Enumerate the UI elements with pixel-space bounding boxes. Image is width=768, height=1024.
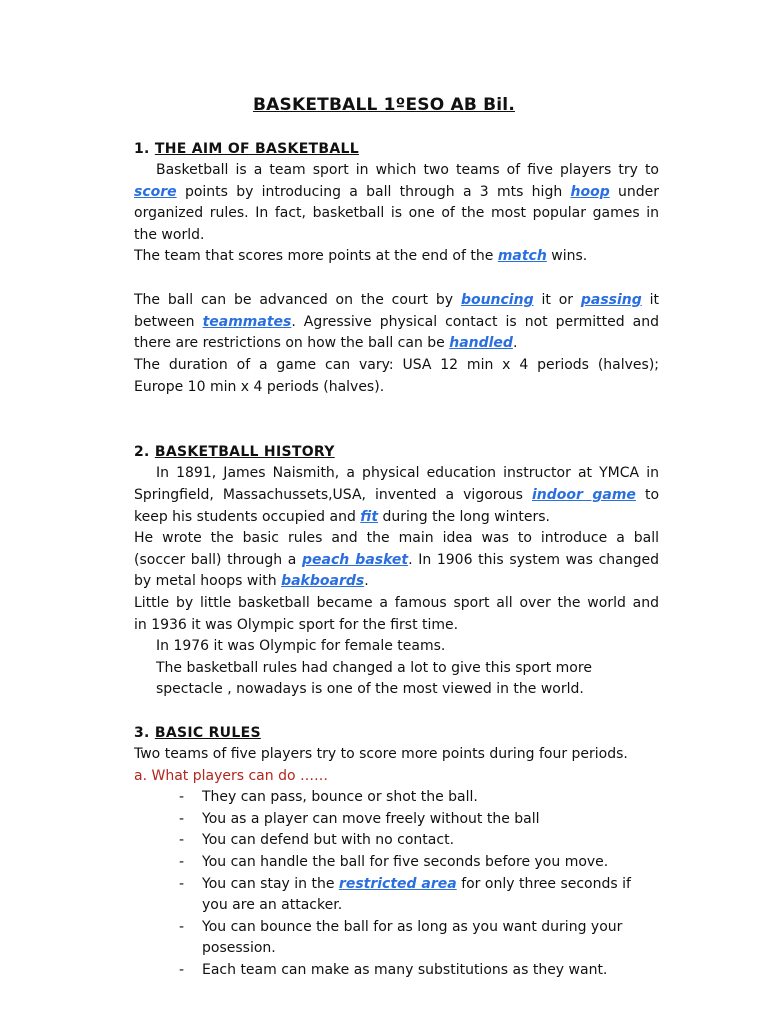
s2-line-6	[134, 571, 369, 592]
s2-line-8: in 1936 it was Olympic sport for the first time.	[134, 617, 459, 633]
s2-line-5	[134, 550, 659, 571]
s2-line-7: Little by little basketball became a famous sport all over the world and	[134, 595, 659, 611]
s1-line-2-text-a: points by introducing a ball through a 3 mts high	[184, 184, 563, 200]
bullet-dash: -	[179, 854, 185, 870]
section-1-heading	[134, 141, 359, 157]
bullet-dash: -	[179, 832, 185, 848]
s1-line-2-text-b: under	[618, 184, 660, 200]
s1-p2-line-3-text-a: there are restrictions on how the ball can be	[134, 335, 445, 351]
s1-p2-line-1-text-c: it	[649, 292, 660, 308]
rule-item-6: You can bounce the ball for as long as you want during your	[202, 919, 623, 935]
s2-line-6-text-a: by metal hoops with	[134, 573, 277, 589]
bullet-dash: -	[179, 811, 185, 827]
s1-p2-line-1	[134, 290, 659, 311]
s1-p2-line-3-text-b: .	[512, 335, 518, 351]
rule-item-5-text-a: You can stay in the	[202, 876, 335, 892]
s1-p2-line-1-text-b: it or	[541, 292, 574, 308]
s1-line-5	[134, 246, 587, 267]
section-3-title: BASIC RULES	[154, 725, 261, 741]
rule-item-7: Each team can make as many substitutions as they want.	[202, 962, 608, 978]
keyword-peach-basket[interactable]: peach basket	[302, 552, 409, 568]
s2-line-10: The basketball rules had changed a lot to give this sport more	[156, 660, 592, 676]
s1-line-4: the world.	[134, 227, 205, 243]
rule-item-5-text-b: for only three seconds if	[461, 876, 631, 892]
s1-p2-line-3	[134, 333, 517, 354]
s2-line-3	[134, 507, 550, 528]
section-3-heading	[134, 725, 261, 741]
s1-line-1: Basketball is a team sport in which two teams of five players try to	[156, 162, 659, 178]
s1-p2-line-2-text-a: between	[134, 314, 195, 330]
s3-intro: Two teams of five players try to score more points during four periods.	[134, 746, 628, 762]
rule-item-1: They can pass, bounce or shot the ball.	[202, 789, 478, 805]
rule-item-4: You can handle the ball for five seconds before you move.	[202, 854, 609, 870]
section-2-number: 2.	[134, 444, 150, 460]
s2-line-6-text-b: .	[364, 573, 369, 589]
s2-line-5-text-b: . In 1906 this system was changed	[408, 552, 659, 568]
keyword-passing[interactable]: passing	[580, 292, 642, 308]
s1-p2-line-4: The duration of a game can vary: USA 12 min x 4 periods (halves);	[134, 357, 659, 373]
s1-line-5-text-a: The team that scores more points at the end of the	[134, 248, 494, 264]
page-title: BASKETBALL 1ºESO AB Bil.	[253, 95, 515, 115]
section-2-heading	[134, 444, 335, 460]
s1-line-5-text-b: wins.	[551, 248, 588, 264]
s1-p2-line-5: Europe 10 min x 4 periods (halves).	[134, 379, 385, 395]
bullet-dash: -	[179, 789, 185, 805]
keyword-hoop[interactable]: hoop	[570, 184, 610, 200]
keyword-bouncing[interactable]: bouncing	[460, 292, 534, 308]
s1-p2-line-1-text-a: The ball can be advanced on the court by	[134, 292, 454, 308]
s2-line-2-text-b: to	[644, 487, 660, 503]
rule-item-2: You as a player can move freely without the ball	[202, 811, 540, 827]
rule-item-3: You can defend but with no contact.	[202, 832, 455, 848]
rule-item-5	[202, 874, 631, 895]
s2-line-5-text-a: (soccer ball) through a	[134, 552, 297, 568]
bullet-dash: -	[179, 919, 185, 935]
keyword-match[interactable]: match	[497, 248, 547, 264]
rule-item-5-continued: you are an attacker.	[202, 897, 343, 913]
s2-line-2-text-a: Springfield, Massachussets,USA, invented a vigorous	[134, 487, 523, 503]
s1-p2-line-2-text-b: . Agressive physical contact is not permitted and	[291, 314, 659, 330]
rule-item-6-continued: posession.	[202, 940, 276, 956]
section-2-title: BASKETBALL HISTORY	[154, 444, 335, 460]
s2-line-9: In 1976 it was Olympic for female teams.	[156, 638, 446, 654]
keyword-teammates[interactable]: teammates	[202, 314, 292, 330]
keyword-indoor-game[interactable]: indoor game	[532, 487, 636, 503]
s2-line-4: He wrote the basic rules and the main idea was to introduce a ball	[134, 530, 659, 546]
keyword-score[interactable]: score	[134, 184, 177, 200]
s2-line-1: In 1891, James Naismith, a physical education instructor at YMCA in	[156, 465, 659, 481]
s3-subheading-a: a. What players can do ……	[134, 768, 328, 784]
section-1-title: THE AIM OF BASKETBALL	[154, 141, 359, 157]
section-3-number: 3.	[134, 725, 150, 741]
s1-line-2	[134, 182, 659, 203]
keyword-handled[interactable]: handled	[449, 335, 513, 351]
s2-line-2	[134, 485, 659, 506]
bullet-dash: -	[179, 962, 185, 978]
s2-line-11: spectacle , nowadays is one of the most viewed in the world.	[156, 681, 584, 697]
keyword-restricted-area[interactable]: restricted area	[338, 876, 457, 892]
s1-p2-line-2	[134, 312, 659, 333]
s2-line-3-text-a: keep his students occupied and	[134, 509, 356, 525]
s2-line-3-text-b: during the long winters.	[382, 509, 550, 525]
bullet-dash: -	[179, 876, 185, 892]
section-1-number: 1.	[134, 141, 150, 157]
s1-line-3: organized rules. In fact, basketball is one of the most popular games in	[134, 205, 659, 221]
keyword-fit[interactable]: fit	[360, 509, 379, 525]
keyword-bakboards[interactable]: bakboards	[281, 573, 365, 589]
